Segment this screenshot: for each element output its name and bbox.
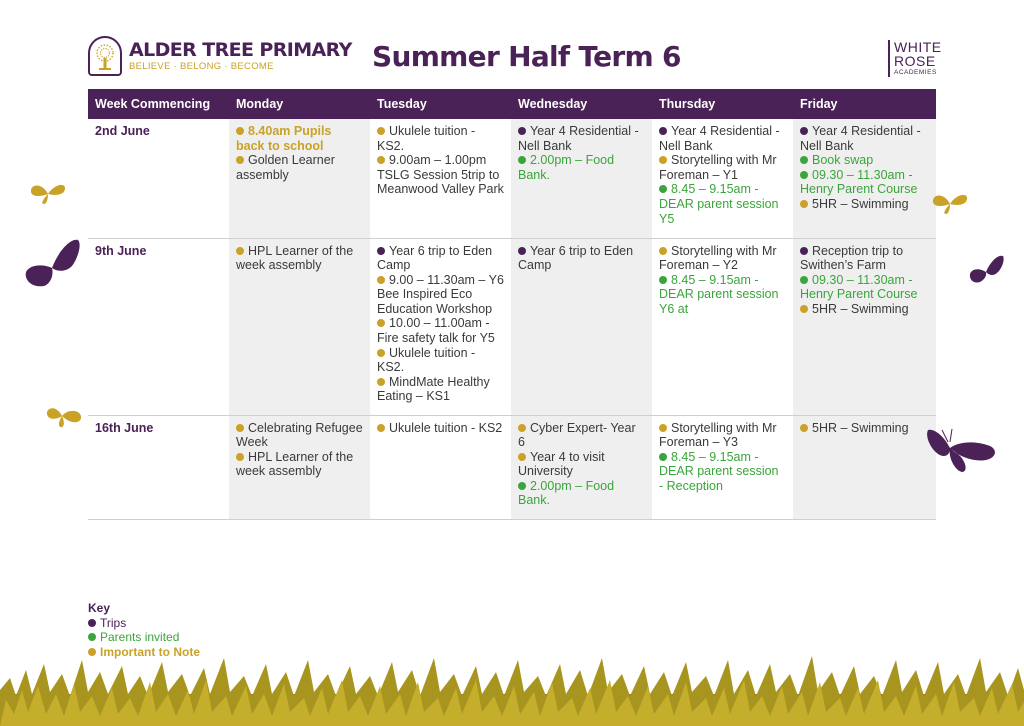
table-row (88, 119, 936, 238)
trip-dot-icon (88, 619, 96, 627)
key-label: Trips (100, 615, 127, 630)
important-dot-icon (377, 378, 385, 386)
cell-thursday (652, 119, 793, 238)
event-item (800, 153, 929, 168)
partner-line-1: WHITE (894, 39, 942, 55)
event-item (236, 421, 363, 450)
important-dot-icon (236, 127, 244, 135)
butterfly-icon (22, 236, 84, 296)
event-text: 2.00pm – Food Bank. (518, 478, 615, 508)
event-text: Celebrating Refugee Week (236, 420, 363, 450)
event-text: Year 6 trip to Eden Camp (518, 243, 634, 273)
cell-wednesday (511, 415, 652, 519)
event-item (236, 244, 363, 273)
cell-thursday (652, 415, 793, 519)
butterfly-icon (966, 254, 1006, 286)
butterfly-icon (44, 404, 84, 430)
parents-dot-icon (518, 482, 526, 490)
trip-dot-icon (800, 127, 808, 135)
page-title: Summer Half Term 6 (372, 40, 681, 73)
white-rose-academies-logo (888, 40, 942, 77)
event-item (377, 421, 504, 436)
event-item (518, 479, 645, 508)
important-dot-icon (377, 349, 385, 357)
butterfly-icon (924, 426, 1000, 476)
event-item (236, 153, 363, 182)
trip-dot-icon (377, 247, 385, 255)
header-wednesday: Wednesday (511, 89, 652, 119)
event-item (518, 421, 645, 450)
event-item (800, 124, 929, 153)
key-item-parents (88, 630, 200, 645)
event-text: 5HR – Swimming (812, 196, 909, 211)
important-dot-icon (518, 424, 526, 432)
event-text: 9.00 – 11.30am – Y6 Bee Inspired Eco Education Workshop (377, 272, 504, 316)
parents-dot-icon (800, 156, 808, 164)
important-dot-icon (236, 156, 244, 164)
event-item (377, 316, 504, 345)
event-text: 8.45 – 9.15am - DEAR parent session - Reception (659, 449, 779, 493)
event-text: Ukulele tuition - KS2 (389, 420, 503, 435)
important-dot-icon (800, 424, 808, 432)
important-dot-icon (236, 424, 244, 432)
parents-dot-icon (659, 453, 667, 461)
event-item (800, 168, 929, 197)
butterfly-icon (28, 180, 68, 206)
table-row (88, 238, 936, 415)
event-item (659, 273, 786, 317)
header-tuesday: Tuesday (370, 89, 511, 119)
event-text: Golden Learner assembly (236, 153, 335, 182)
important-dot-icon (377, 276, 385, 284)
tree-icon (88, 36, 122, 76)
event-item (659, 153, 786, 182)
event-item (377, 375, 504, 404)
event-text: HPL Learner of the week assembly (236, 243, 354, 273)
key-label: Important to Note (100, 644, 200, 659)
grass-decoration (0, 650, 1024, 726)
event-item (377, 244, 504, 273)
event-item (377, 153, 504, 197)
trip-dot-icon (800, 247, 808, 255)
event-item (800, 273, 929, 302)
event-text: Cyber Expert- Year 6 (518, 420, 636, 450)
calendar-table (88, 89, 936, 520)
important-dot-icon (377, 424, 385, 432)
important-dot-icon (236, 453, 244, 461)
key-item-trip (88, 616, 200, 631)
event-text: 09.30 – 11.30am - Henry Parent Course (800, 272, 918, 302)
event-item (800, 197, 929, 212)
event-item (377, 124, 504, 153)
cell-thursday (652, 238, 793, 415)
event-text: 8.40am Pupils back to school (236, 124, 332, 153)
important-dot-icon (800, 305, 808, 313)
event-text: Storytelling with Mr Foreman – Y1 (659, 153, 777, 182)
important-dot-icon (518, 453, 526, 461)
event-text: 5HR – Swimming (812, 301, 909, 316)
cell-wednesday (511, 238, 652, 415)
event-item (518, 450, 645, 479)
important-dot-icon (377, 127, 385, 135)
event-item (518, 244, 645, 273)
parents-dot-icon (88, 633, 96, 641)
parents-dot-icon (518, 156, 526, 164)
important-dot-icon (800, 200, 808, 208)
event-item (800, 244, 929, 273)
week-commencing-cell: 9th June (88, 238, 229, 415)
event-text: Year 4 Residential - Nell Bank (659, 124, 780, 153)
parents-dot-icon (659, 185, 667, 193)
event-item (518, 153, 645, 182)
important-dot-icon (236, 247, 244, 255)
event-text: 5HR – Swimming (812, 420, 909, 435)
header-thursday: Thursday (652, 89, 793, 119)
event-item (236, 124, 363, 153)
event-text: Ukulele tuition - KS2. (377, 124, 476, 153)
parents-dot-icon (800, 276, 808, 284)
cell-tuesday (370, 415, 511, 519)
parents-dot-icon (659, 276, 667, 284)
event-text: Reception trip to Swithen’s Farm (800, 243, 904, 273)
event-text: Year 4 Residential - Nell Bank (518, 124, 639, 153)
partner-line-2: ROSE (894, 53, 936, 69)
header-week: Week Commencing (88, 89, 229, 119)
partner-line-3: ACADEMIES (894, 69, 937, 76)
event-text: Book swap (812, 153, 874, 168)
key-title: Key (88, 601, 111, 615)
week-commencing-cell: 16th June (88, 415, 229, 519)
event-text: MindMate Healthy Eating – KS1 (377, 374, 490, 404)
key-label: Parents invited (100, 630, 180, 645)
header-row (88, 89, 936, 119)
event-text: Year 6 trip to Eden Camp (377, 243, 493, 273)
cell-wednesday (511, 119, 652, 238)
trip-dot-icon (659, 127, 667, 135)
cell-monday (229, 415, 370, 519)
event-item (377, 273, 504, 317)
event-item (800, 302, 929, 317)
event-item (236, 450, 363, 479)
event-item (659, 124, 786, 153)
school-name: ALDER TREE PRIMARY (129, 38, 352, 61)
cell-monday (229, 238, 370, 415)
cell-friday (793, 415, 936, 519)
trip-dot-icon (518, 127, 526, 135)
table-row (88, 415, 936, 519)
important-dot-icon (377, 319, 385, 327)
event-text: Ukulele tuition - KS2. (377, 345, 476, 375)
important-dot-icon (659, 424, 667, 432)
event-item (659, 182, 786, 226)
event-text: 8.45 – 9.15am - DEAR parent session Y6 at (659, 272, 779, 316)
parents-dot-icon (800, 171, 808, 179)
event-text: 9.00am – 1.00pm TSLG Session 5trip to Meanwood Valley Park (377, 153, 504, 197)
event-text: 09.30 – 11.30am - Henry Parent Course (800, 167, 918, 197)
event-text: 8.45 – 9.15am - DEAR parent session Y5 (659, 182, 779, 226)
event-text: Storytelling with Mr Foreman – Y2 (659, 243, 777, 273)
school-logo (88, 36, 352, 76)
school-motto: BELIEVE · BELONG · BECOME (129, 60, 274, 72)
header-friday: Friday (793, 89, 936, 119)
important-dot-icon (659, 247, 667, 255)
week-commencing-cell: 2nd June (88, 119, 229, 238)
event-item (518, 124, 645, 153)
event-text: Year 4 to visit University (518, 449, 605, 479)
event-item (659, 244, 786, 273)
cell-tuesday (370, 238, 511, 415)
event-text: Year 4 Residential - Nell Bank (800, 124, 921, 153)
event-item (377, 346, 504, 375)
event-text: Storytelling with Mr Foreman – Y3 (659, 420, 777, 450)
cell-friday (793, 238, 936, 415)
important-dot-icon (377, 156, 385, 164)
event-item (800, 421, 929, 436)
butterfly-icon (930, 190, 970, 216)
cell-tuesday (370, 119, 511, 238)
event-text: HPL Learner of the week assembly (236, 449, 354, 479)
cell-monday (229, 119, 370, 238)
event-text: 10.00 – 11.00am - Fire safety talk for Y5 (377, 316, 495, 346)
event-text: 2.00pm – Food Bank. (518, 153, 615, 182)
trip-dot-icon (518, 247, 526, 255)
cell-friday (793, 119, 936, 238)
event-item (659, 421, 786, 450)
header-monday: Monday (229, 89, 370, 119)
event-item (659, 450, 786, 494)
important-dot-icon (659, 156, 667, 164)
